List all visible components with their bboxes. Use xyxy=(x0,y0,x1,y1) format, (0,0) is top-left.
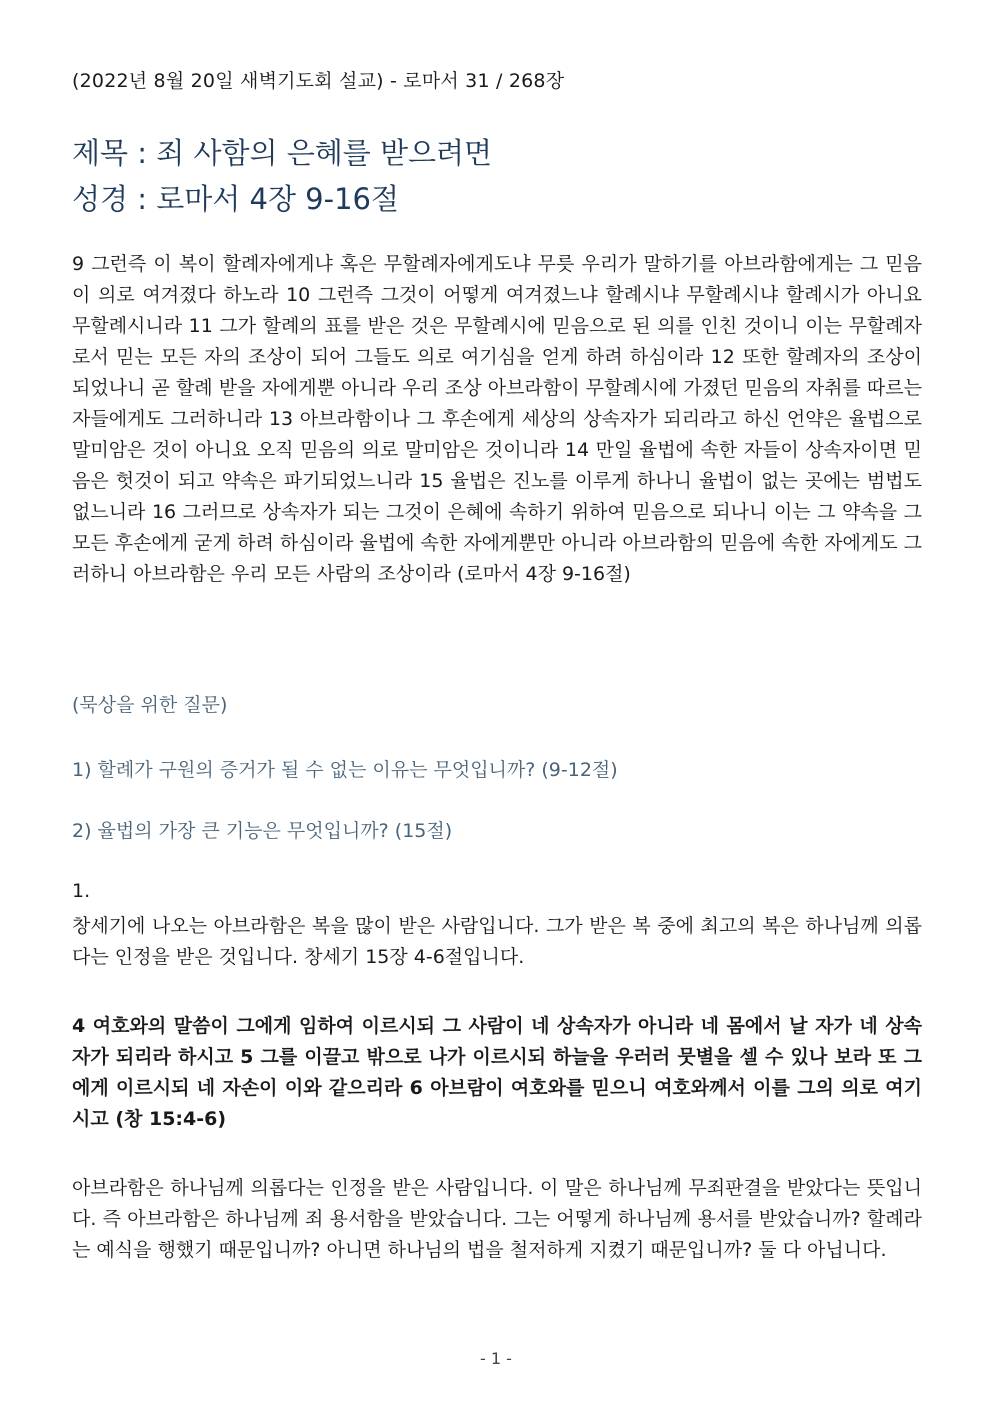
title-block xyxy=(72,130,492,222)
scripture-passage: 9 그런즉 이 복이 할례자에게냐 혹은 무할례자에게도냐 무릇 우리가 말하기를 아브라함에게는 그 믿음이 의로 여겨졌다 하노라 10 그런즉 그것이 어떻게 여겨졌느냐 할례시냐 무할례시냐 할례시가 아니요 무할례시니라 11 그가 할례의 표를 받은 것은 무할례시에 믿음으로 된 의를 인친 것이니 이는 무할례자로서 믿는 모든 자의 조상이 되어 그들도 의로 여기심을 얻게 하려 하심이라 12 또한 할례자의 조상이 되었나니 곧 할례 받을 자에게뿐 아니라 우리 조상 아브라함이 무할례시에 가졌던 믿음의 자취를 따르는 자들에게도 그러하니라 13 아브라함이나 그 후손에게 세상의 상속자가 되리라고 하신 언약은 율법으로 말미암은 것이 아니요 오직 믿음의 의로 말미암은 것이니라 14 만일 율법에 속한 자들이 상속자이면 믿음은 헛것이 되고 약속은 파기되었느니라 15 율법은 진노를 이루게 하나니 율법이 없는 곳에는 범법도 없느니라 16 그러므로 상속자가 되는 그것이 은혜에 속하기 위하여 믿음으로 되나니 이는 그 약속을 그 모든 후손에게 굳게 하려 하심이라 율법에 속한 자에게뿐만 아니라 아브라함의 믿음에 속한 자에게도 그러하니 아브라함은 우리 모든 사람의 조상이라 (로마서 4장 9-16절) xyxy=(72,253,922,585)
meditation-question-2: 2) 율법의 가장 큰 기능은 무엇입니까? (15절) xyxy=(72,820,453,842)
section-number: 1. xyxy=(72,880,91,902)
paragraph-1: 창세기에 나오는 아브라함은 복을 많이 받은 사람입니다. 그가 받은 복 중에 최고의 복은 하나님께 의롭다는 인정을 받은 것입니다. 창세기 15장 4-6절입니다. xyxy=(72,915,922,968)
scripture-reference: 성경 : 로마서 4장 9-16절 xyxy=(72,182,400,216)
paragraph-2: 아브라함은 하나님께 의롭다는 인정을 받은 사람입니다. 이 말은 하나님께 무죄판결을 받았다는 뜻입니다. 즉 아브라함은 하나님께 죄 용서함을 받았습니다. 그는 어떻게 하나님께 용서를 받았습니까? 할례라는 예식을 행했기 때문입니까? 아니면 하나님의 법을 철저하게 지켰기 때문입니까? 둘 다 아닙니다. xyxy=(72,1177,922,1261)
page-number: - 1 - xyxy=(480,1349,512,1368)
sermon-header: (2022년 8월 20일 새벽기도회 설교) - 로마서 31 / 268장 xyxy=(72,70,565,92)
sermon-title: 제목 : 죄 사함의 은혜를 받으려면 xyxy=(72,136,493,170)
meditation-heading: (묵상을 위한 질문) xyxy=(72,694,228,716)
genesis-quote: 4 여호와의 말씀이 그에게 임하여 이르시되 그 사람이 네 상속자가 아니라 네 몸에서 날 자가 네 상속자가 되리라 하시고 5 그를 이끌고 밖으로 나가 이르시되 하늘을 우러러 뭇별을 셀 수 있나 보라 또 그에게 이르시되 네 자손이 이와 같으리라 6 아브람이 여호와를 믿으니 여호와께서 이를 그의 의로 여기시고 (창 15:4-6) xyxy=(72,1015,922,1130)
meditation-question-1: 1) 할례가 구원의 증거가 될 수 없는 이유는 무엇입니까? (9-12절) xyxy=(72,759,618,781)
